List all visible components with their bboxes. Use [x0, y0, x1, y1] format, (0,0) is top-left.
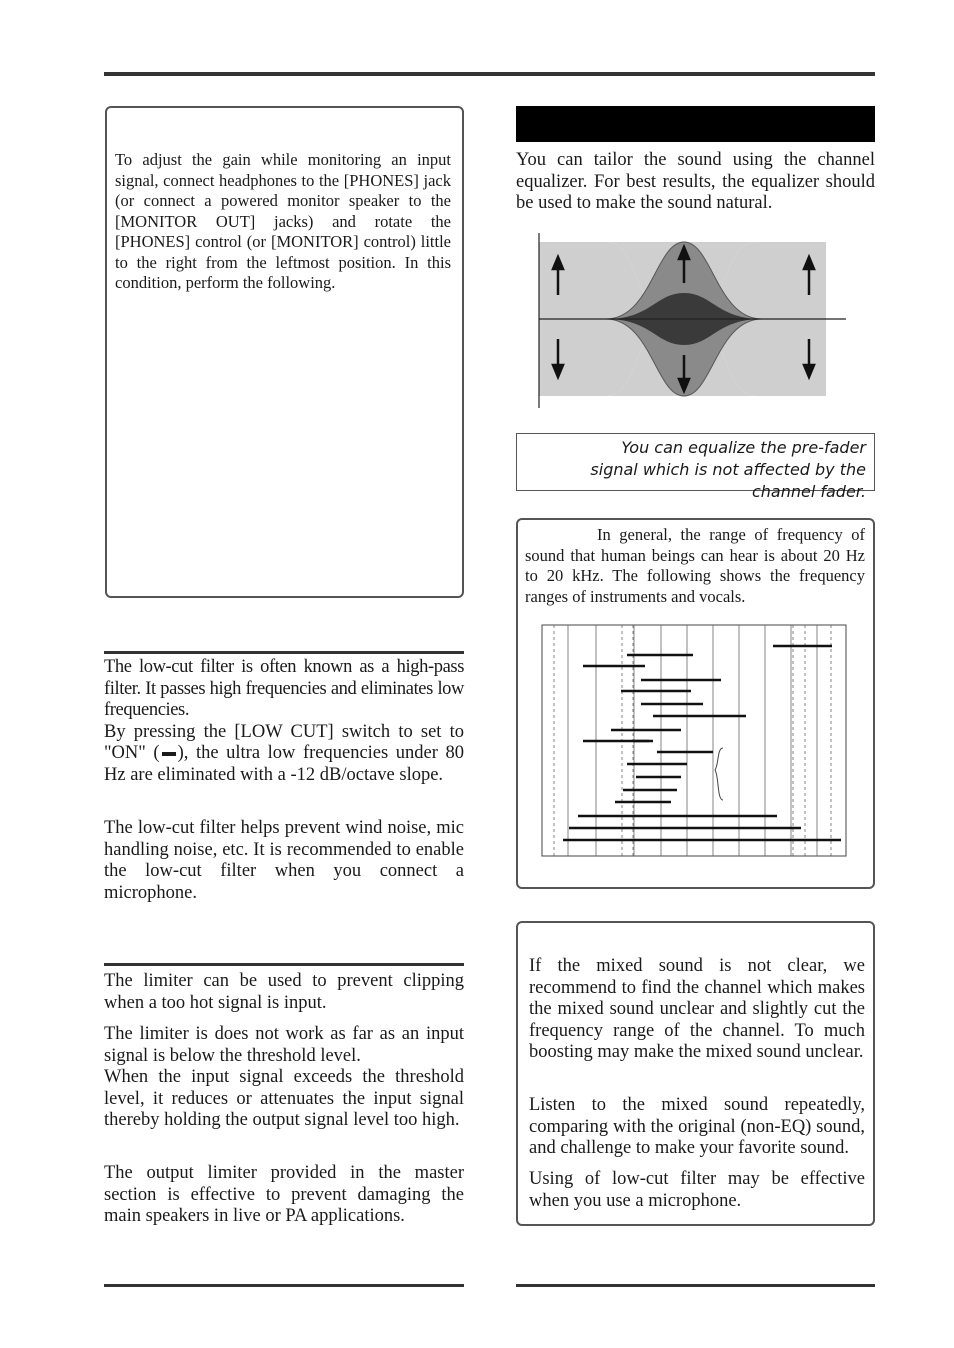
- limiter-paragraph-1: The limiter can be used to prevent clipping when a too hot signal is input.: [104, 971, 464, 1013]
- frequency-range-chart: [541, 624, 847, 858]
- lowcut-switch-before: By pressing the [LOW CUT] switch to set to "ON" (: [104, 721, 464, 763]
- lowcut-on-icon: [162, 752, 176, 756]
- limiter-section-rule: [104, 963, 464, 966]
- lowcut-paragraph-1: [104, 657, 464, 786]
- eq-curve-diagram: [536, 233, 856, 413]
- right-bottom-rule: [516, 1284, 875, 1287]
- prefader-note-text: You can equalize the pre-fader signal which is not affected by the channel fader.: [590, 438, 866, 501]
- eq-section-header-bar: [516, 106, 875, 142]
- mix-tips-paragraph-3: Using of low-cut filter may be effective when you use a microphone.: [529, 1169, 865, 1211]
- lowcut-switch-after: ), the ultra low frequencies under 80 Hz are eliminated with a -12 dB/octave slope.: [104, 743, 465, 785]
- lowcut-definition: The low-cut filter is often known as a high-pass filter. It passes high frequencies and eliminates low frequencies.: [104, 657, 464, 720]
- page-top-rule: [104, 72, 875, 76]
- eq-intro-text: You can tailor the sound using the channel equalizer. For best results, the equalizer should be used to make the sound natural.: [516, 150, 875, 213]
- gain-monitor-text: To adjust the gain while monitoring an input signal, connect headphones to the [PHONES] jack (or connect a powered monitor speaker to the [MONITOR OUT] jacks) and rotate the [PHONES] control (or [MONITOR] control) little to the right from the leftmost position. In this condition, perform the following.: [115, 150, 451, 292]
- lowcut-paragraph-2: The low-cut filter helps prevent wind noise, mic handling noise, etc. It is recommended to enable the low-cut filter when you connect a microphone.: [104, 818, 464, 903]
- limiter-paragraph-2: [104, 1024, 464, 1132]
- left-bottom-rule: [104, 1284, 464, 1287]
- limiter-exceed-text: When the input signal exceeds the threshold level, it reduces or attenuates the input signal thereby holding the output signal level too high.: [104, 1067, 464, 1130]
- limiter-paragraph-3: The output limiter provided in the master section is effective to prevent damaging the main speakers in live or PA applications.: [104, 1163, 464, 1226]
- limiter-threshold-text: The limiter is does not work as far as an input signal is below the threshold level.: [104, 1024, 464, 1066]
- frequency-range-text: In general, the range of frequency of sound that human beings can hear is about 20 Hz to 20 kHz. The following shows the frequency ranges of instruments and vocals.: [525, 525, 865, 606]
- mix-tips-paragraph-1: If the mixed sound is not clear, we recommend to find the channel which makes the mixed sound unclear and slightly cut the frequency range of the channel. To much boosting may make the mixed sound unclear.: [529, 956, 865, 1062]
- mix-tips-paragraph-2: Listen to the mixed sound repeatedly, comparing with the original (non-EQ) sound, and challenge to make your favorite sound.: [529, 1095, 865, 1158]
- lowcut-section-rule: [104, 651, 464, 654]
